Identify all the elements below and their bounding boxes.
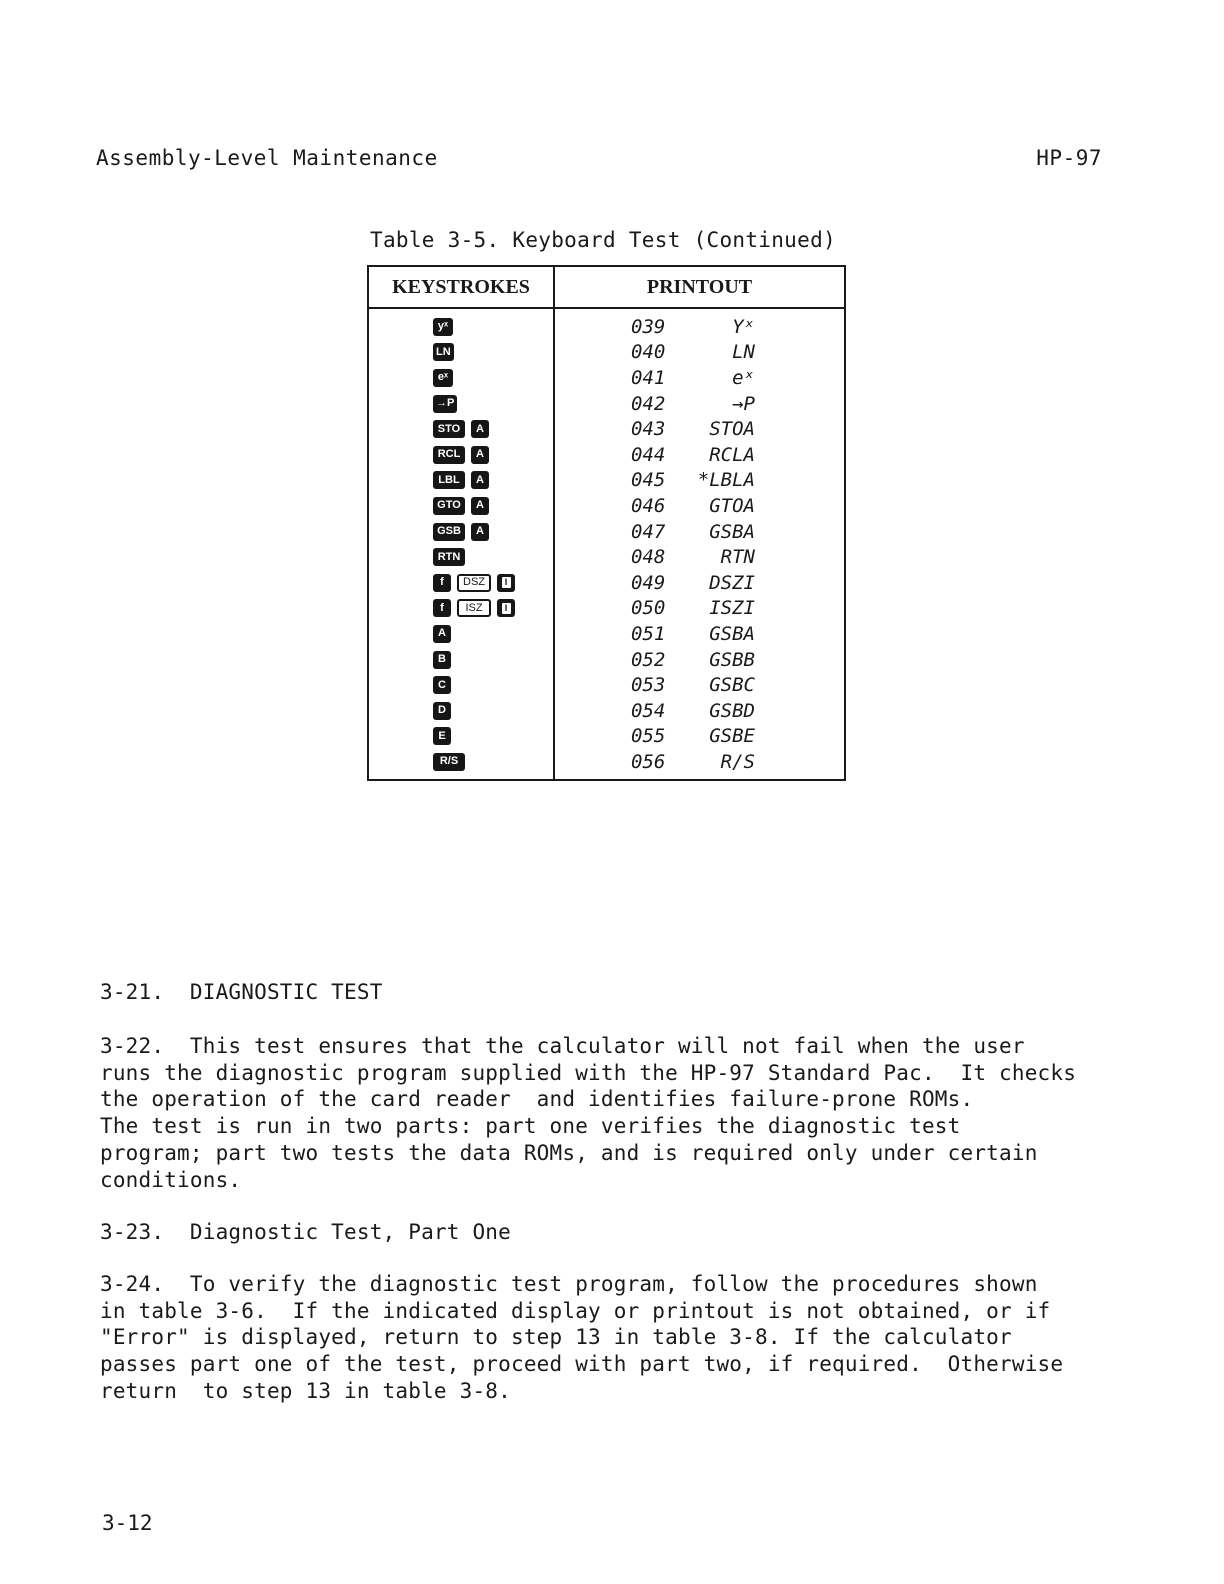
step-number: 052 — [631, 648, 666, 671]
key-cap: RCL — [433, 446, 465, 464]
step-number: 039 — [631, 315, 666, 338]
keystroke-row — [369, 672, 553, 698]
column-header-keystrokes: KEYSTROKES — [368, 266, 554, 308]
step-number: 047 — [631, 520, 666, 543]
step-number: 050 — [631, 597, 666, 620]
step-number: 045 — [631, 469, 666, 492]
printout-row — [555, 442, 844, 468]
running-header-model: HP-97 — [1036, 146, 1102, 170]
key-cap: ISZ — [457, 599, 491, 617]
step-number: 048 — [631, 546, 666, 569]
key-cap: eˣ — [433, 369, 453, 387]
column-header-printout: PRINTOUT — [554, 266, 845, 308]
printout-code: GSBA — [709, 622, 755, 645]
key-cap: f — [433, 599, 451, 617]
printout-column — [555, 309, 844, 779]
printout-row — [555, 647, 844, 673]
key-cap: A — [471, 420, 489, 438]
printout-row — [555, 621, 844, 647]
step-number: 046 — [631, 494, 666, 517]
keystroke-row — [369, 391, 553, 417]
keystroke-row — [369, 340, 553, 366]
key-cap: LN — [433, 343, 454, 361]
keystroke-row — [369, 749, 553, 775]
keystroke-row — [369, 416, 553, 442]
printout-code: GSBA — [709, 520, 755, 543]
paragraph-3-22: 3-22. This test ensures that the calculator will not fail when the user runs the diagnostic program supplied with the HP-97 Standard Pac. It checks the operation of the card reader and identifies failure-prone ROMs. The test is run in two parts: part one verifies the diagnostic test program; part two tests the data ROMs, and is required only under certain conditions. — [100, 1034, 1077, 1192]
printout-code: GSBD — [709, 699, 755, 722]
table-caption: Table 3-5. Keyboard Test (Continued) — [370, 228, 836, 252]
running-header-title: Assembly-Level Maintenance — [96, 146, 438, 170]
key-cap: →P — [433, 395, 457, 413]
printout-row — [555, 672, 844, 698]
printout-row — [555, 596, 844, 622]
key-cap: A — [471, 446, 489, 464]
keystroke-row — [369, 647, 553, 673]
step-number: 056 — [631, 750, 666, 773]
printout-row — [555, 493, 844, 519]
page-number: 3-12 — [102, 1511, 153, 1535]
key-cap: yˣ — [433, 318, 453, 336]
step-number: 054 — [631, 699, 666, 722]
key-cap: A — [471, 471, 489, 489]
step-number: 043 — [631, 418, 666, 441]
printout-row — [555, 468, 844, 494]
key-cap: I — [497, 574, 515, 592]
key-cap: RTN — [433, 548, 465, 566]
keystroke-row — [369, 544, 553, 570]
printout-code: GSBB — [709, 648, 755, 671]
printout-code: ISZI — [709, 597, 755, 620]
printout-row — [555, 314, 844, 340]
step-number: 049 — [631, 571, 666, 594]
keystroke-row — [369, 570, 553, 596]
printout-code: Yˣ — [732, 315, 755, 338]
keystroke-row — [369, 493, 553, 519]
step-number: 042 — [631, 392, 666, 415]
key-cap: GTO — [433, 497, 465, 515]
printout-code: GTOA — [709, 494, 755, 517]
printout-code: RCLA — [709, 443, 755, 466]
key-cap: A — [471, 497, 489, 515]
printout-row — [555, 749, 844, 775]
section-heading-3-23: 3-23. Diagnostic Test, Part One — [100, 1220, 511, 1244]
printout-code: GSBE — [709, 725, 755, 748]
keystroke-row — [369, 442, 553, 468]
key-cap: D — [433, 702, 451, 720]
key-cap: R/S — [433, 753, 465, 771]
keystroke-row — [369, 724, 553, 750]
key-cap: A — [471, 523, 489, 541]
keystroke-row — [369, 596, 553, 622]
key-cap: C — [433, 676, 451, 694]
step-number: 053 — [631, 674, 666, 697]
printout-code: GSBC — [709, 674, 755, 697]
keystroke-row — [369, 519, 553, 545]
paragraph-3-24: 3-24. To verify the diagnostic test program, follow the procedures shown in table 3-6. If the indicated display or printout is not obtained, or if "Error" is displayed, return to step 13 in table 3-8. If the calculator passes part one of the test, proceed with part two, if required. Otherwise return to step 13 in table 3-8. — [100, 1272, 1064, 1403]
printout-row — [555, 724, 844, 750]
printout-row — [555, 544, 844, 570]
key-cap: I — [497, 599, 515, 617]
key-cap: LBL — [433, 471, 465, 489]
keystroke-row — [369, 698, 553, 724]
printout-code: eˣ — [732, 366, 755, 389]
printout-code: DSZI — [709, 571, 755, 594]
key-cap: B — [433, 651, 451, 669]
step-number: 040 — [631, 341, 666, 364]
key-cap: DSZ — [457, 574, 491, 592]
key-cap: STO — [433, 420, 465, 438]
printout-code: STOA — [709, 418, 755, 441]
keyboard-test-table — [367, 265, 846, 781]
printout-row — [555, 519, 844, 545]
key-cap: E — [433, 727, 451, 745]
key-cap: GSB — [433, 523, 465, 541]
section-heading-3-21: 3-21. DIAGNOSTIC TEST — [100, 980, 383, 1004]
keystroke-row — [369, 621, 553, 647]
step-number: 055 — [631, 725, 666, 748]
printout-code: LN — [732, 341, 755, 364]
printout-code: R/S — [720, 750, 755, 773]
key-cap: A — [433, 625, 451, 643]
step-number: 051 — [631, 622, 666, 645]
printout-code: RTN — [720, 546, 755, 569]
key-cap: f — [433, 574, 451, 592]
step-number: 041 — [631, 366, 666, 389]
printout-code: *LBLA — [697, 469, 755, 492]
keystroke-row — [369, 365, 553, 391]
printout-row — [555, 365, 844, 391]
printout-row — [555, 698, 844, 724]
printout-row — [555, 570, 844, 596]
keystroke-row — [369, 468, 553, 494]
keystrokes-column — [369, 309, 553, 779]
printout-row — [555, 391, 844, 417]
keystroke-row — [369, 314, 553, 340]
printout-row — [555, 416, 844, 442]
printout-row — [555, 340, 844, 366]
printout-code: →P — [732, 392, 755, 415]
step-number: 044 — [631, 443, 666, 466]
